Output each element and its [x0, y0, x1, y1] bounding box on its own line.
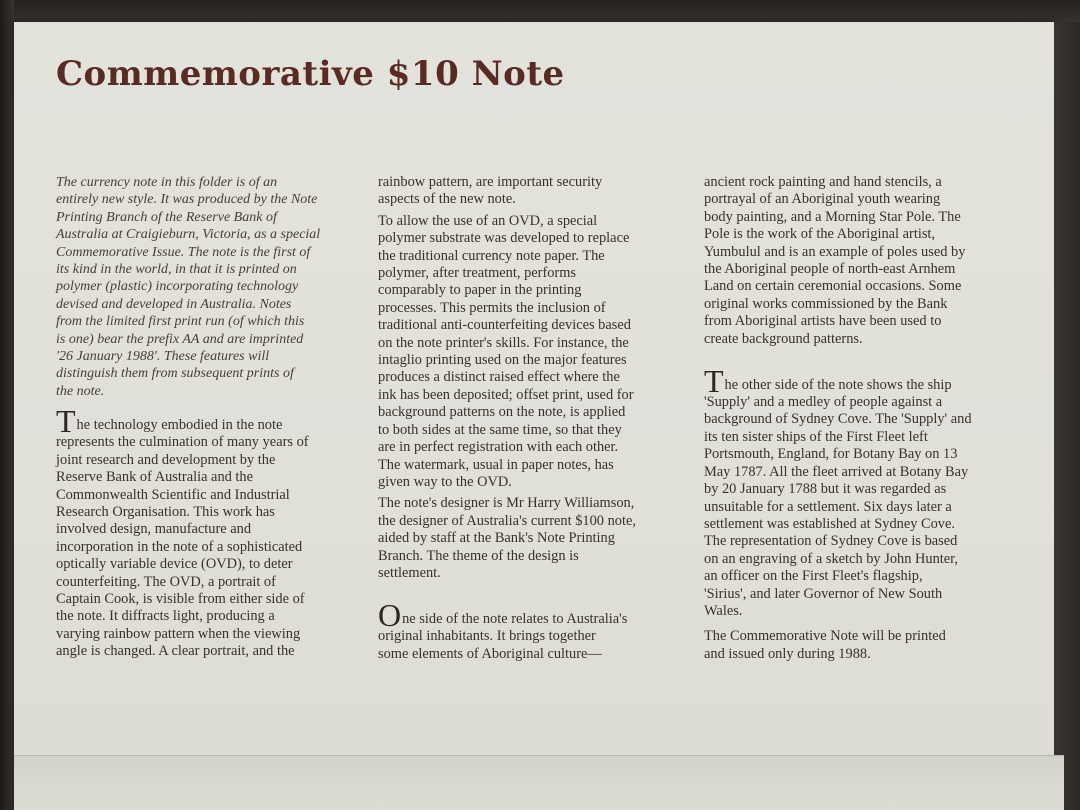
text-line: settlement.: [378, 564, 441, 581]
text-line: Branch. The theme of the design is: [378, 547, 579, 564]
text-line: [704, 363, 972, 400]
text-line: the Aboriginal people of north-east Arnhem: [704, 261, 956, 278]
text-line: create background patterns.: [704, 330, 863, 347]
text-line: is one) bear the prefix AA and are imprinted: [56, 331, 304, 347]
text-line: 'Sirius', and later Governor of New South: [704, 585, 943, 602]
technology-paragraph: [56, 403, 320, 660]
text-line: varying rainbow pattern when the viewing: [56, 625, 301, 642]
text-line: traditional anti-counterfeiting devices based: [378, 317, 631, 334]
text-line: angle is changed. A clear portrait, and the: [56, 643, 295, 660]
drop-cap: O: [378, 597, 402, 634]
ship-paragraph: [704, 363, 972, 620]
drop-cap: T: [56, 403, 76, 440]
text-line: comparably to paper in the printing: [378, 282, 582, 299]
text-line: Research Organisation. This work has: [56, 503, 275, 520]
text-line: The representation of Sydney Cove is based: [704, 533, 958, 550]
text-line: by 20 January 1788 but it was regarded as: [704, 481, 947, 498]
text-line: Reserve Bank of Australia and the: [56, 469, 254, 486]
text-line: distinguish them from subsequent prints of: [56, 366, 294, 382]
text-line: 'Supply' and a medley of people against a: [704, 394, 943, 411]
intro-paragraph: [56, 174, 320, 400]
text-line: unsuitable for a settlement. Six days later a: [704, 498, 952, 515]
text-line: settlement was established at Sydney Cove.: [704, 515, 955, 532]
text-line: optically variable device (OVD), to deter: [56, 556, 293, 573]
text-line: produces a distinct raised effect where the: [378, 369, 620, 386]
text-line: the designer of Australia's current $100 note,: [378, 512, 636, 529]
text-line: rainbow pattern, are important security: [378, 174, 603, 190]
text-line: To allow the use of an OVD, a special: [378, 212, 598, 229]
text-line: intaglio printing used on the major features: [378, 352, 627, 369]
text-line: portrayal of an Aboriginal youth wearing: [704, 191, 941, 208]
text-line: processes. This permits the inclusion of: [378, 299, 606, 316]
text-line: joint research and development by the: [56, 451, 276, 468]
text-line: on an engraving of a sketch by John Hunter,: [704, 550, 958, 567]
text-line-rest: he technology embodied in the note: [76, 416, 283, 433]
text-line: The Commemorative Note will be printed: [704, 628, 946, 645]
text-column-1: [56, 174, 320, 661]
text-line: Printing Branch of the Reserve Bank of: [56, 209, 277, 225]
text-line-rest: ne side of the note relates to Australia's: [402, 610, 628, 627]
text-line: aided by staff at the Bank's Note Printing: [378, 530, 615, 547]
text-line: original inhabitants. It brings together: [378, 628, 596, 645]
text-line: Captain Cook, is visible from either side of: [56, 590, 305, 607]
text-line: and issued only during 1988.: [704, 645, 871, 662]
text-line: represents the culmination of many years of: [56, 434, 309, 451]
text-column-2: [378, 174, 636, 663]
text-line: Pole is the work of the Aboriginal artist,: [704, 226, 936, 243]
text-line: polymer, after treatment, performs: [378, 265, 577, 282]
text-line: background patterns on the note, is applied: [378, 404, 626, 421]
text-line: to both sides at the same time, so that they: [378, 421, 622, 438]
text-line: [378, 597, 636, 634]
text-line: The currency note in this folder is of an: [56, 175, 278, 190]
text-line: body painting, and a Morning Star Pole. The: [704, 208, 961, 225]
designer-paragraph: [378, 495, 636, 582]
text-line: ink has been deposited; offset print, used for: [378, 386, 634, 403]
text-line: The watermark, usual in paper notes, has: [378, 456, 614, 473]
text-line: '26 January 1988'. These features will: [56, 349, 270, 365]
text-line: aspects of the new note.: [378, 191, 516, 208]
text-line: original works commissioned by the Bank: [704, 295, 948, 312]
text-line: counterfeiting. The OVD, a portrait of: [56, 573, 276, 590]
text-line: its kind in the world, in that it is printed on: [56, 262, 297, 278]
text-line: the traditional currency note paper. The: [378, 247, 605, 264]
table-surface-right: [1054, 22, 1080, 810]
text-line: entirely new style. It was produced by the Note: [56, 192, 318, 208]
text-line: an officer on the First Fleet's flagship,: [704, 568, 923, 585]
text-line: are in perfect registration with each other.: [378, 439, 619, 456]
closing-paragraph: [704, 628, 972, 663]
text-line: devised and developed in Australia. Notes: [56, 296, 292, 312]
text-column-3: [704, 174, 972, 663]
text-line: Commemorative Issue. The note is the first of: [56, 244, 311, 260]
text-line: May 1787. All the fleet arrived at Botany Bay: [704, 463, 969, 480]
text-line: polymer substrate was developed to replace: [378, 230, 630, 247]
text-line: Australia at Craigieburn, Victoria, as a special: [56, 227, 321, 243]
text-line: Wales.: [704, 602, 743, 619]
text-line: given way to the OVD.: [378, 473, 512, 490]
text-line: the note. It diffracts light, producing a: [56, 608, 275, 625]
text-line: some elements of Aboriginal culture—: [378, 645, 602, 662]
ovd-paragraph: [378, 213, 636, 492]
text-line: from Aboriginal artists have been used to: [704, 313, 942, 330]
text-line: its ten sister ships of the First Fleet left: [704, 428, 928, 445]
page-title: Commemorative $10 Note: [56, 54, 565, 94]
text-line: Yumbulul and is an example of poles used by: [704, 243, 966, 260]
text-line: the note.: [56, 383, 105, 399]
security-paragraph-end: [378, 174, 636, 209]
text-line: The note's designer is Mr Harry Williamson,: [378, 495, 635, 512]
text-line: Commonwealth Scientific and Industrial: [56, 486, 290, 503]
text-line: involved design, manufacture and: [56, 521, 252, 538]
aboriginal-paragraph: [378, 597, 636, 663]
text-line: Land on certain ceremonial occasions. Some: [704, 278, 962, 295]
folder-pocket-flap: [14, 755, 1064, 810]
text-line-rest: he other side of the note shows the ship: [724, 376, 952, 393]
text-line: background of Sydney Cove. The 'Supply' and: [704, 411, 972, 428]
text-line: polymer (plastic) incorporating technology: [56, 279, 299, 295]
drop-cap: T: [704, 363, 724, 400]
text-line: Portsmouth, England, for Botany Bay on 13: [704, 446, 958, 463]
text-line: on the note printer's skills. For instance, the: [378, 334, 629, 351]
text-line: [56, 403, 320, 440]
table-surface-left: [0, 0, 14, 810]
aboriginal-paragraph-end: [704, 174, 972, 348]
text-line: from the limited first print run (of which this: [56, 314, 305, 330]
text-line: incorporation in the note of a sophisticated: [56, 538, 303, 555]
text-line: ancient rock painting and hand stencils, a: [704, 174, 942, 190]
